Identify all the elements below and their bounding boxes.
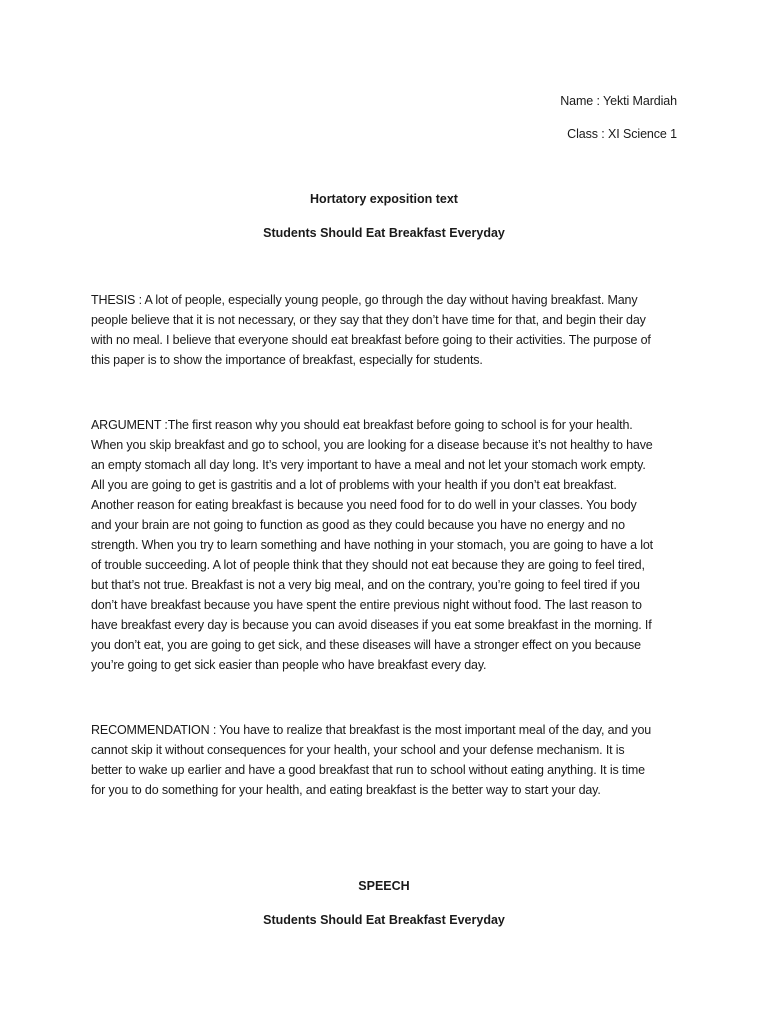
document-title: Students Should Eat Breakfast Everyday (263, 226, 505, 240)
text-line: cannot skip it without consequences for your health, your school and your defense mechanism. It is (91, 743, 625, 757)
text-line: with no meal. I believe that everyone should eat breakfast before going to their activities. The purpose of (91, 333, 651, 347)
text-line: you don’t eat, you are going to get sick, and these diseases will have a stronger effect on you because (91, 638, 641, 652)
genre-title: Hortatory exposition text (310, 192, 458, 206)
text-line: strength. When you try to learn something and have nothing in your stomach, you are going to have a lot (91, 538, 653, 552)
speech-heading: SPEECH (358, 879, 410, 893)
recommendation-paragraph (91, 720, 687, 800)
text-line: Another reason for eating breakfast is because you need food for to do well in your classes. You body (91, 498, 637, 512)
student-class: Class : XI Science 1 (567, 127, 677, 141)
text-line: better to wake up earlier and have a good breakfast that run to school without eating anything. It is time (91, 763, 645, 777)
argument-paragraph (91, 415, 687, 675)
text-line: When you skip breakfast and go to school, you are looking for a disease because it’s not healthy to have (91, 438, 653, 452)
text-line: an empty stomach all day long. It’s very important to have a meal and not let your stomach work empty. (91, 458, 646, 472)
text-line: people believe that it is not necessary, or they say that they don’t have time for that, and begin their day (91, 313, 646, 327)
text-line: RECOMMENDATION : You have to realize that breakfast is the most important meal of the day, and you (91, 723, 652, 737)
text-line: THESIS : A lot of people, especially young people, go through the day without having breakfast. Many (91, 293, 638, 307)
text-line: have breakfast every day is because you can avoid diseases if you eat some breakfast in the morning. If (91, 618, 652, 632)
text-line: and your brain are not going to function as good as they could because you have no energy and no (91, 518, 625, 532)
text-line: but that’s not true. Breakfast is not a very big meal, and on the contrary, you’re going to feel tired if you (91, 578, 640, 592)
text-line: you’re going to get sick easier than people who have breakfast every day. (91, 658, 487, 672)
text-line: of trouble succeeding. A lot of people think that they should not eat because they are going to feel tired, (91, 558, 645, 572)
text-line: ARGUMENT :The first reason why you should eat breakfast before going to school is for your health. (91, 418, 633, 432)
text-line: All you are going to get is gastritis and a lot of problems with your health if you don’t eat breakfast. (91, 478, 617, 492)
speech-title: Students Should Eat Breakfast Everyday (263, 913, 505, 927)
student-name: Name : Yekti Mardiah (560, 94, 677, 108)
text-line: this paper is to show the importance of breakfast, especially for students. (91, 353, 483, 367)
text-line: don’t have breakfast because you have spent the entire previous night without food. The last reason to (91, 598, 642, 612)
text-line: for you to do something for your health, and eating breakfast is the better way to start your day. (91, 783, 601, 797)
thesis-paragraph (91, 290, 687, 370)
